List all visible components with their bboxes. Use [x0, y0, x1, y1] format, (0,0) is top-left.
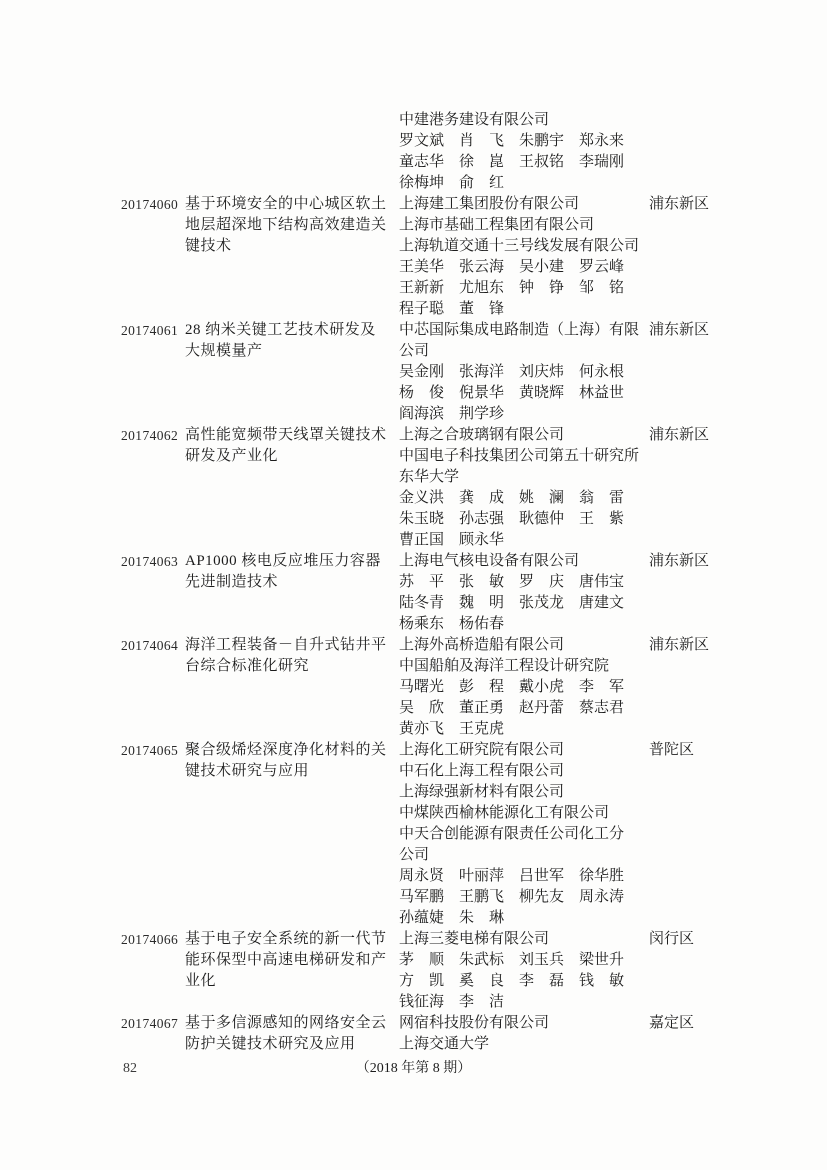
content-line: 上海化工研究院有限公司 [399, 742, 565, 758]
content-line: 上海轨道交通十三号线发展有限公司 [399, 238, 640, 254]
project-title [185, 551, 399, 593]
project-title-line: 高性能宽频带天线罩关键技术 [185, 427, 387, 443]
content-line: 金义洪 龚 成 姚 澜 翁 雷 [399, 490, 625, 506]
project-detail-lines [399, 425, 647, 551]
project-id: 20174061 [121, 323, 179, 338]
content-line: 曹正国 顾永华 [399, 532, 505, 548]
project-id: 20174066 [121, 932, 179, 947]
content-line: 方 凯 奚 良 李 磊 钱 敏 [399, 973, 625, 989]
content-line: 苏 平 张 敏 罗 庆 唐伟宝 [399, 574, 625, 590]
district-label: 浦东新区 [649, 322, 710, 338]
project-title-line: 键技术研究与应用 [185, 763, 310, 779]
content-line: 中石化上海工程有限公司 [399, 763, 565, 779]
content-line: 童志华 徐 崑 王叔铭 李瑞刚 [399, 154, 625, 170]
project-row [121, 551, 741, 635]
content-line: 杨乘东 杨佑春 [399, 616, 505, 632]
content-line: 陆冬青 魏 明 张茂龙 唐建文 [399, 595, 625, 611]
project-id: 20174063 [121, 554, 179, 569]
content-line: 周永贤 叶丽萍 吕世军 徐华胜 [399, 868, 625, 884]
content-line: 吴金刚 张海洋 刘庆炜 何永根 [399, 364, 625, 380]
content-line: 上海交通大学 [399, 1036, 490, 1052]
content-line: 上海之合玻璃钢有限公司 [399, 427, 565, 443]
project-detail-lines [399, 1013, 647, 1055]
project-title-line: 基于多信源感知的网络安全云 [185, 1015, 387, 1031]
content-line: 公司 [399, 343, 430, 359]
project-row [121, 110, 741, 194]
project-title-line: 防护关键技术研究及应用 [185, 1036, 356, 1052]
project-title [185, 1013, 399, 1055]
project-title [185, 635, 399, 677]
content-line: 中国船舶及海洋工程设计研究院 [399, 658, 610, 674]
project-id: 20174062 [121, 428, 179, 443]
project-row [121, 194, 741, 320]
project-row [121, 929, 741, 1013]
project-row [121, 425, 741, 551]
project-id: 20174065 [121, 743, 179, 758]
content-line: 中煤陕西榆林能源化工有限公司 [399, 805, 610, 821]
content-line: 上海电气核电设备有限公司 [399, 553, 580, 569]
project-row [121, 1013, 741, 1055]
content-line: 孙蕴婕 朱 琳 [399, 910, 505, 926]
project-id: 20174064 [121, 638, 179, 653]
content-line: 朱玉晓 孙志强 耿德仲 王 紫 [399, 511, 625, 527]
content-line: 黄亦飞 王克虎 [399, 721, 505, 737]
content-line: 中天合创能源有限责任公司化工分 [399, 826, 625, 842]
content-line: 阎海滨 荆学珍 [399, 406, 505, 422]
content-line: 马军鹏 王鹏飞 柳先友 周永涛 [399, 889, 625, 905]
project-title [185, 740, 399, 782]
project-title-line: 研发及产业化 [185, 448, 279, 464]
content-line: 吴 欣 董正勇 赵丹蕾 蔡志君 [399, 700, 625, 716]
content-line: 东华大学 [399, 469, 460, 485]
content-line: 杨 俊 倪景华 黄晓辉 林益世 [399, 385, 625, 401]
district-label: 浦东新区 [649, 196, 710, 212]
project-title-line: 大规模量产 [185, 343, 263, 359]
content-line: 马曙光 彭 程 戴小虎 李 军 [399, 679, 625, 695]
project-id: 20174060 [121, 197, 179, 212]
content-line: 网宿科技股份有限公司 [399, 1015, 550, 1031]
district-label: 普陀区 [649, 742, 695, 758]
content-line: 王新新 尤旭东 钟 铮 邹 铭 [399, 280, 625, 296]
project-title-line: 先进制造技术 [185, 574, 279, 590]
project-row [121, 635, 741, 740]
project-title-line: 海洋工程装备－自升式钻井平 [185, 637, 387, 653]
content-line: 中国电子科技集团公司第五十研究所 [399, 448, 640, 464]
project-detail-lines [399, 110, 647, 194]
project-title-line: 基于电子安全系统的新一代节 [185, 931, 387, 947]
district-label: 浦东新区 [649, 637, 710, 653]
district-label: 浦东新区 [649, 427, 710, 443]
project-title-line: 28 纳米关键工艺技术研发及 [185, 322, 376, 338]
project-title-line: 键技术 [185, 238, 232, 254]
project-detail-lines [399, 194, 647, 320]
project-detail-lines [399, 551, 647, 635]
project-row [121, 740, 741, 929]
content-line: 中建港务建设有限公司 [399, 112, 550, 128]
content-line: 上海外高桥造船有限公司 [399, 637, 565, 653]
project-title [185, 929, 399, 992]
project-title-line: 能环保型中高速电梯研发和产 [185, 952, 387, 968]
project-detail-lines [399, 740, 647, 929]
district-label: 嘉定区 [649, 1015, 695, 1031]
project-title-line: 聚合级烯烃深度净化材料的关 [185, 742, 387, 758]
project-title-line: 基于环境安全的中心城区软土 [185, 196, 387, 212]
district-label: 闵行区 [649, 931, 695, 947]
project-title-line: 地层超深地下结构高效建造关 [185, 217, 387, 233]
content-line: 中芯国际集成电路制造（上海）有限 [399, 322, 640, 338]
district-label: 浦东新区 [649, 553, 710, 569]
content-line: 徐梅坤 俞 红 [399, 175, 505, 191]
project-row [121, 320, 741, 425]
project-id: 20174067 [121, 1016, 179, 1031]
content-line: 程子聪 董 锋 [399, 301, 505, 317]
content-line: 上海建工集团股份有限公司 [399, 196, 580, 212]
issue-label: （2018 年第 8 期） [355, 1061, 472, 1076]
content-line: 王美华 张云海 吴小建 罗云峰 [399, 259, 625, 275]
content-line: 公司 [399, 847, 430, 863]
project-detail-lines [399, 929, 647, 1013]
content-line: 上海绿强新材料有限公司 [399, 784, 565, 800]
content-line: 茅 顺 朱武标 刘玉兵 梁世升 [399, 952, 625, 968]
content-line: 上海市基础工程集团有限公司 [399, 217, 595, 233]
content-line: 上海三菱电梯有限公司 [399, 931, 550, 947]
project-table [121, 110, 741, 1055]
project-title [185, 425, 399, 467]
project-title-line: 业化 [185, 973, 217, 989]
content-line: 罗文斌 肖 飞 朱鹏宇 郑永来 [399, 133, 625, 149]
project-title-line: AP1000 核电反应堆压力容器 [185, 553, 381, 569]
project-title-line: 台综合标准化研究 [185, 658, 310, 674]
content-line: 钱征海 李 洁 [399, 994, 505, 1010]
page-number: 82 [123, 1061, 137, 1076]
project-title [185, 320, 399, 362]
project-title [185, 194, 399, 257]
project-detail-lines [399, 320, 647, 425]
page-footer [0, 1058, 827, 1079]
project-detail-lines [399, 635, 647, 740]
